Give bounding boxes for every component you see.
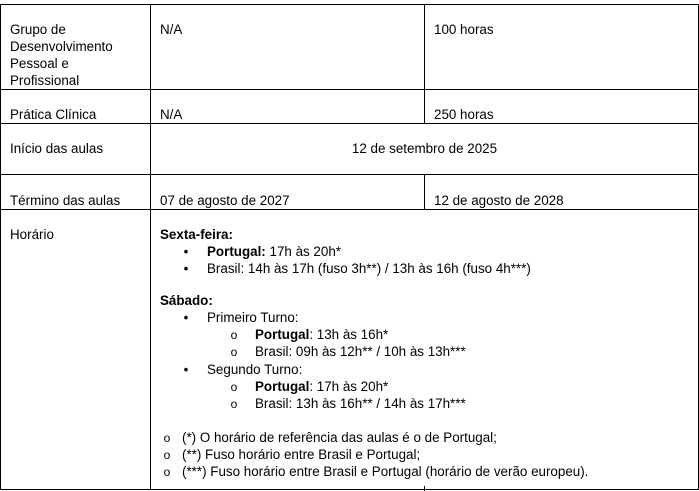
row-border-4 — [0, 209, 699, 210]
sabado-t1-brasil: Brasil: 09h às 12h** / 10h às 13h*** — [255, 344, 466, 359]
row-grupo-label: Grupo de Desenvolvimento Pessoal e Profissional — [10, 22, 113, 88]
stray-mark — [424, 486, 425, 491]
col-border-left — [0, 4, 1, 490]
row-pratica-label: Prática Clínica — [10, 107, 97, 122]
row-termino-label: Término das aulas — [10, 193, 121, 208]
row-border-3 — [0, 174, 699, 175]
sabado-t2-portugal — [255, 378, 388, 395]
sabado-t1-portugal-time: : 13h às 16h* — [309, 327, 389, 342]
row-pratica-col2: N/A — [160, 107, 183, 122]
sexta-portugal-label: Portugal: — [207, 244, 266, 259]
bullet-icon: • — [183, 244, 189, 259]
circle-bullet-icon: o — [230, 380, 238, 394]
bullet-icon: • — [183, 362, 189, 377]
row-grupo-col2: N/A — [160, 22, 183, 37]
row-border-top — [0, 4, 699, 5]
col-border-1 — [150, 4, 151, 490]
note-3: (***) Fuso horário entre Brasil e Portugal (horário de verão europeu). — [182, 464, 589, 479]
row-pratica-col3: 250 horas — [434, 107, 494, 122]
sabado-t1-portugal — [255, 326, 388, 343]
sabado-t1-portugal-label: Portugal — [255, 327, 310, 342]
row-border-1 — [0, 89, 699, 90]
sabado-turno1: Primeiro Turno: — [207, 310, 299, 325]
row-border-2 — [0, 123, 699, 124]
circle-bullet-icon: o — [163, 431, 171, 445]
circle-bullet-icon: o — [163, 448, 171, 462]
circle-bullet-icon: o — [230, 345, 238, 359]
circle-bullet-icon: o — [230, 328, 238, 342]
row-border-bottom — [0, 489, 699, 490]
circle-bullet-icon: o — [163, 465, 171, 479]
sexta-portugal-time: 17h às 20h* — [265, 244, 341, 259]
sexta-brasil: Brasil: 14h às 17h (fuso 3h**) / 13h às 16h (fuso 4h***) — [207, 261, 531, 276]
sabado-heading: Sábado: — [160, 293, 213, 308]
note-1: (*) O horário de referência das aulas é o de Portugal; — [182, 430, 497, 445]
row-inicio-merged: 12 de setembro de 2025 — [351, 141, 498, 156]
row-termino-col3: 12 de agosto de 2028 — [434, 193, 564, 208]
note-2: (**) Fuso horário entre Brasil e Portugal; — [182, 447, 421, 462]
sexta-portugal — [207, 243, 341, 260]
row-inicio-label: Início das aulas — [10, 141, 104, 156]
bullet-icon: • — [183, 261, 189, 276]
col-border-2b — [424, 174, 425, 210]
sabado-t2-brasil: Brasil: 13h às 16h** / 14h às 17h*** — [255, 396, 466, 411]
bullet-icon: • — [183, 310, 189, 325]
sabado-t2-portugal-label: Portugal — [255, 379, 310, 394]
row-grupo-col3: 100 horas — [434, 22, 494, 37]
circle-bullet-icon: o — [230, 397, 238, 411]
sexta-heading: Sexta-feira: — [160, 227, 233, 242]
row-termino-col2: 07 de agosto de 2027 — [160, 193, 290, 208]
row-horario-label: Horário — [10, 227, 54, 242]
sabado-t2-portugal-time: : 17h às 20h* — [309, 379, 389, 394]
col-border-2a — [424, 4, 425, 124]
sabado-turno2: Segundo Turno: — [207, 362, 303, 377]
